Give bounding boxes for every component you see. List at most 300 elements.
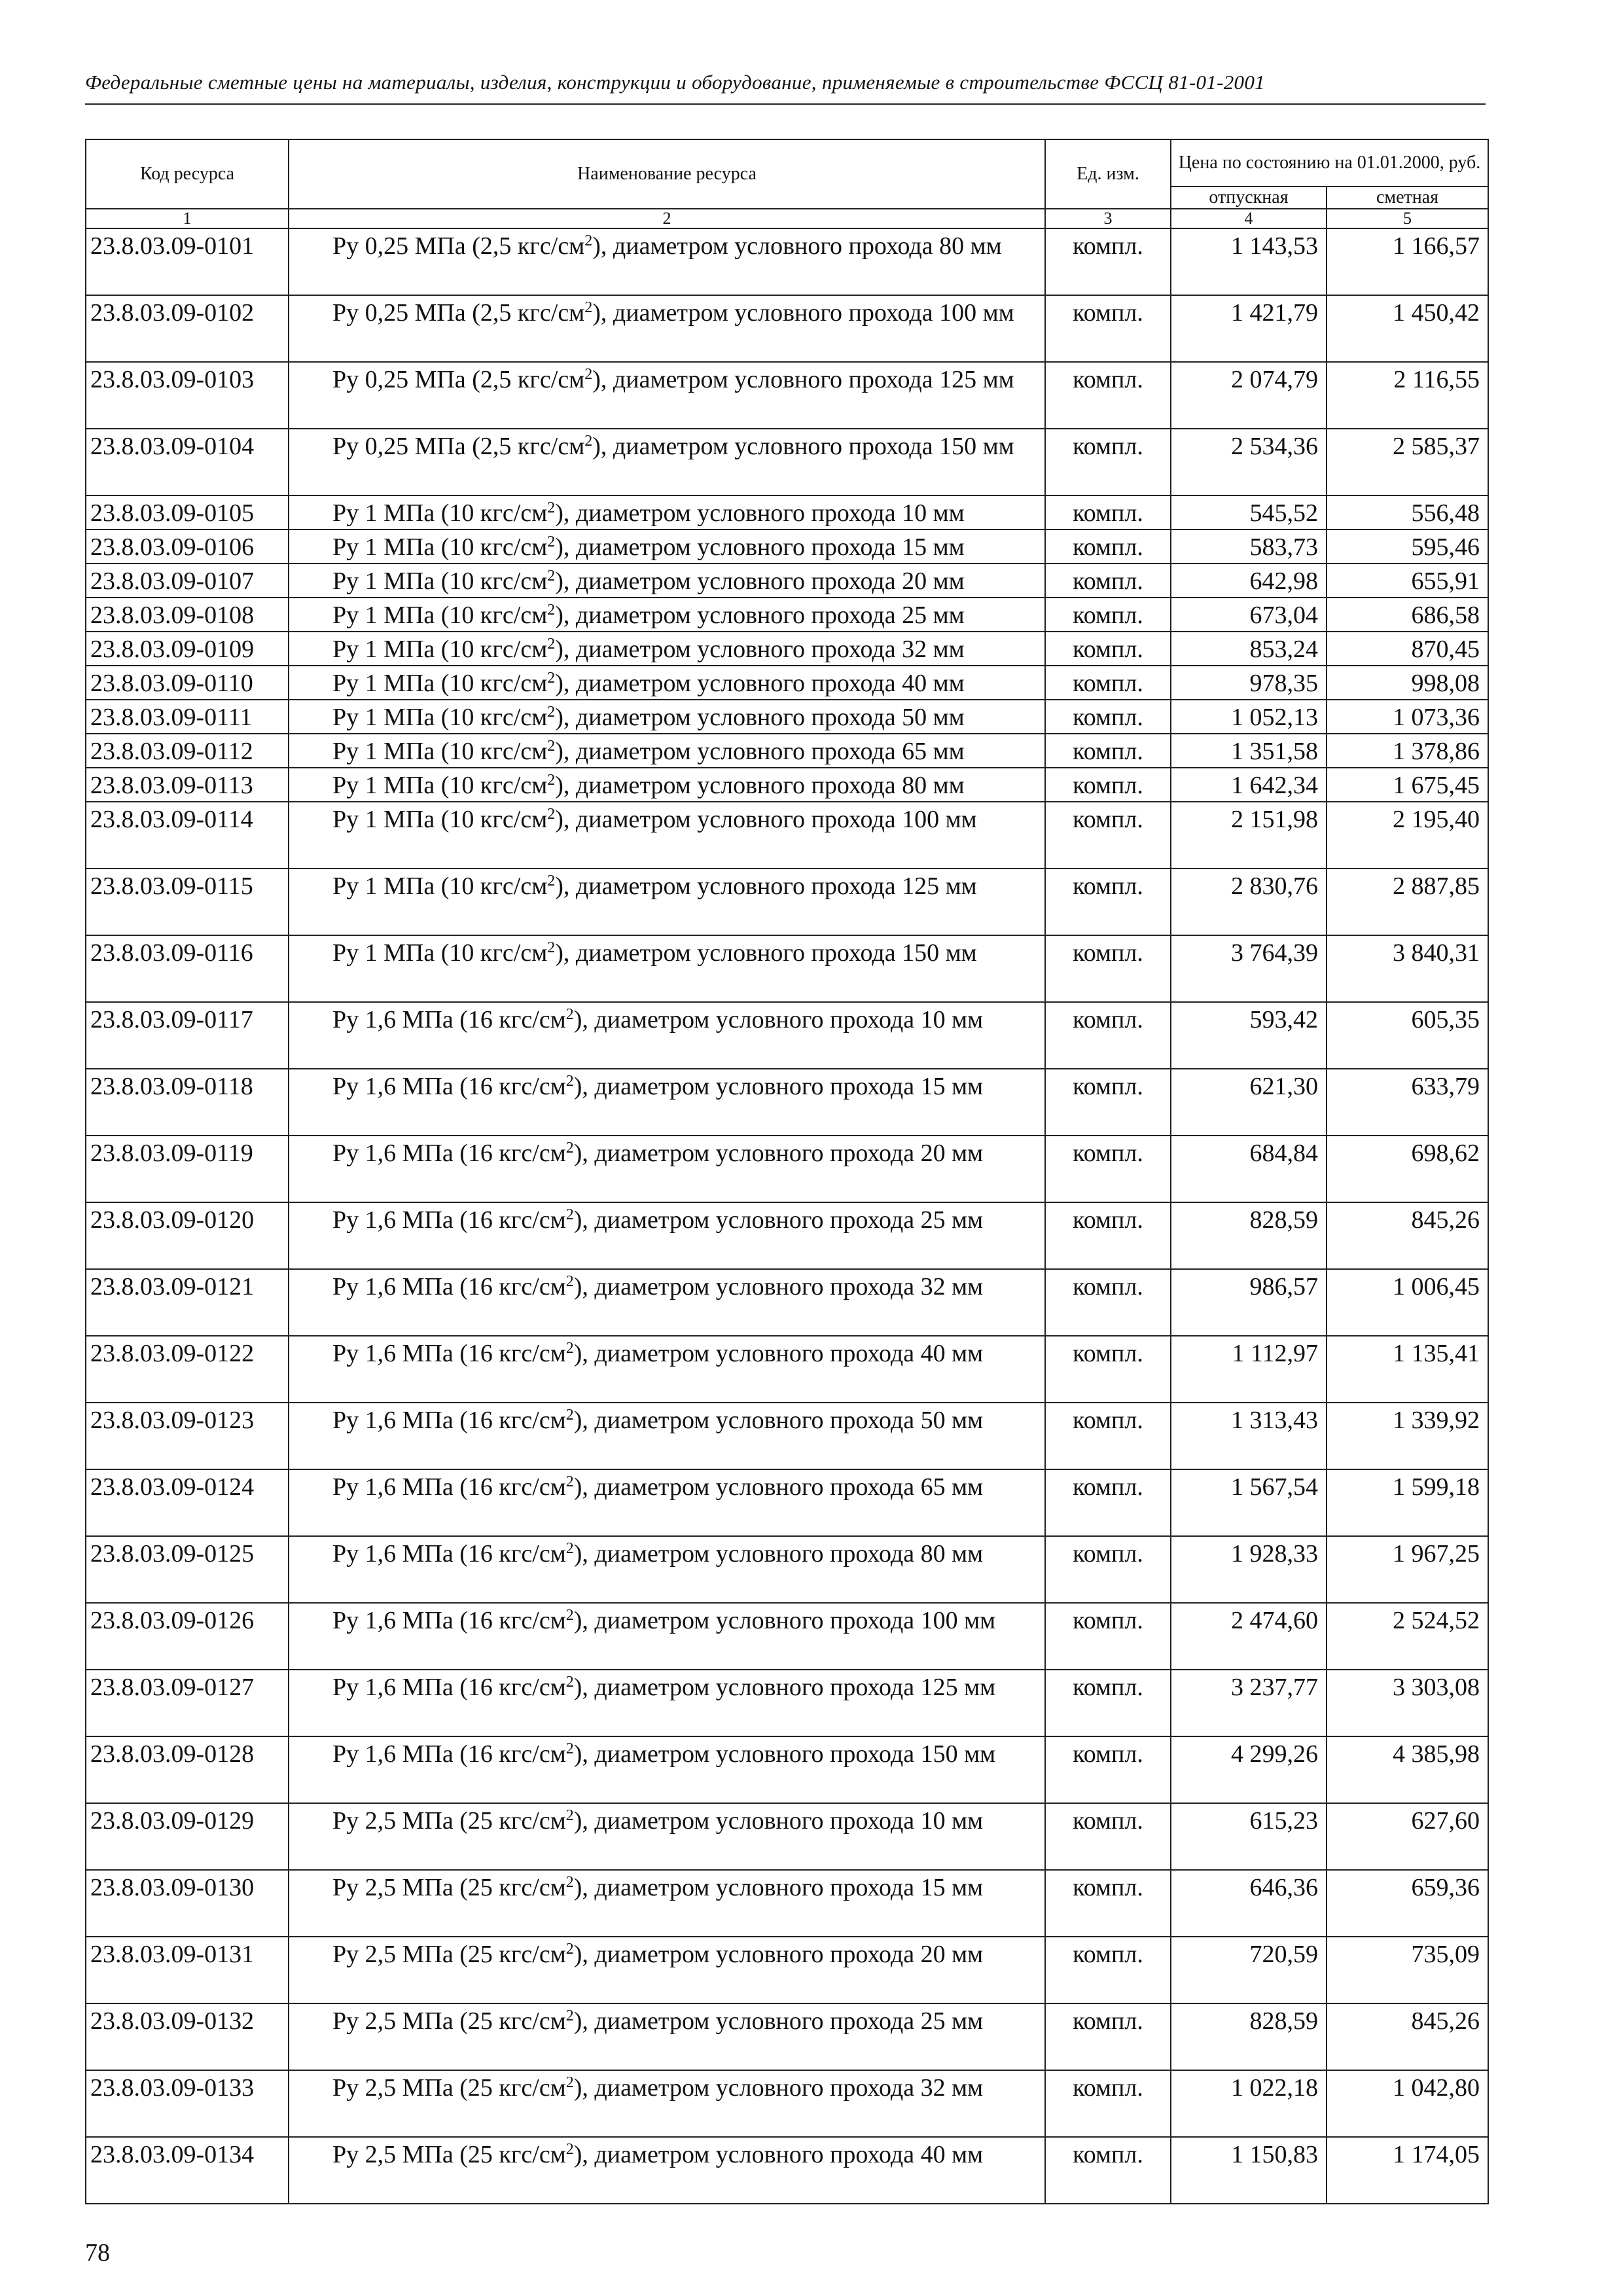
resource-name-pressure: Ру 1,6 МПа (16 кгс/см bbox=[332, 1006, 566, 1034]
resource-name-rest: ), диаметром условного прохода 10 мм bbox=[555, 499, 965, 528]
resource-name-pressure: Ру 1 МПа (10 кгс/см bbox=[332, 670, 548, 698]
release-price: 1 642,34 bbox=[1171, 768, 1327, 802]
resource-name-pressure: Ру 1,6 МПа (16 кгс/см bbox=[332, 1340, 566, 1368]
resource-name-rest: ), диаметром условного прохода 150 мм bbox=[573, 1740, 996, 1768]
resource-code: 23.8.03.09-0121 bbox=[86, 1269, 289, 1336]
table-row bbox=[86, 632, 1488, 666]
estimate-price: 1 006,45 bbox=[1327, 1269, 1488, 1336]
release-price: 986,57 bbox=[1171, 1269, 1327, 1336]
resource-name bbox=[289, 935, 1045, 1002]
resource-name-rest: ), диаметром условного прохода 65 мм bbox=[555, 738, 965, 766]
resource-name-pressure: Ру 1,6 МПа (16 кгс/см bbox=[332, 1607, 566, 1635]
unit-of-measure: компл. bbox=[1045, 1870, 1171, 1937]
resource-name-superscript: 2 bbox=[565, 1941, 574, 1958]
table-row bbox=[86, 529, 1488, 564]
estimate-price: 2 116,55 bbox=[1327, 362, 1488, 429]
release-price: 646,36 bbox=[1171, 1870, 1327, 1937]
resource-code: 23.8.03.09-0130 bbox=[86, 1870, 289, 1937]
unit-of-measure: компл. bbox=[1045, 2003, 1171, 2070]
resource-name-rest: ), диаметром условного прохода 20 мм bbox=[573, 1941, 984, 1969]
table-row bbox=[86, 869, 1488, 935]
resource-name-pressure: Ру 0,25 МПа (2,5 кгс/см bbox=[332, 433, 585, 461]
resource-name-pressure: Ру 1 МПа (10 кгс/см bbox=[332, 567, 548, 596]
unit-of-measure: компл. bbox=[1045, 1670, 1171, 1736]
release-price: 4 299,26 bbox=[1171, 1736, 1327, 1803]
running-header: Федеральные сметные цены на материалы, изделия, конструкции и оборудование, применяемые в строительстве ФССЦ 81-01-2001 bbox=[85, 71, 1265, 94]
resource-code: 23.8.03.09-0110 bbox=[86, 666, 289, 700]
resource-name bbox=[289, 1269, 1045, 1336]
table-row bbox=[86, 495, 1488, 529]
estimate-price: 735,09 bbox=[1327, 1937, 1488, 2003]
release-price: 1 150,83 bbox=[1171, 2137, 1327, 2204]
resource-name-superscript: 2 bbox=[547, 738, 556, 755]
resource-name-rest: ), диаметром условного прохода 15 мм bbox=[573, 1874, 984, 1902]
resource-code: 23.8.03.09-0101 bbox=[86, 228, 289, 295]
resource-name-rest: ), диаметром условного прохода 32 мм bbox=[573, 1273, 984, 1301]
resource-name bbox=[289, 1403, 1045, 1469]
resource-code: 23.8.03.09-0117 bbox=[86, 1002, 289, 1069]
estimate-price: 1 450,42 bbox=[1327, 295, 1488, 362]
unit-of-measure: компл. bbox=[1045, 1803, 1171, 1870]
estimate-price: 2 524,52 bbox=[1327, 1603, 1488, 1670]
resource-code: 23.8.03.09-0112 bbox=[86, 734, 289, 768]
estimate-price: 595,46 bbox=[1327, 529, 1488, 564]
unit-of-measure: компл. bbox=[1045, 1536, 1171, 1603]
table-row bbox=[86, 2003, 1488, 2070]
resource-name bbox=[289, 1202, 1045, 1269]
resource-name bbox=[289, 802, 1045, 869]
resource-name-rest: ), диаметром условного прохода 15 мм bbox=[555, 533, 965, 562]
resource-name-superscript: 2 bbox=[565, 2007, 574, 2024]
table-row bbox=[86, 1870, 1488, 1937]
resource-name-pressure: Ру 1,6 МПа (16 кгс/см bbox=[332, 1206, 566, 1234]
resource-name-rest: ), диаметром условного прохода 50 мм bbox=[555, 704, 965, 732]
resource-name-pressure: Ру 2,5 МПа (25 кгс/см bbox=[332, 1941, 566, 1969]
resource-name-rest: ), диаметром условного прохода 100 мм bbox=[573, 1607, 996, 1635]
resource-name-rest: ), диаметром условного прохода 25 мм bbox=[573, 2007, 984, 2036]
resource-name-pressure: Ру 1,6 МПа (16 кгс/см bbox=[332, 1407, 566, 1435]
table-row bbox=[86, 1937, 1488, 2003]
table-row bbox=[86, 2137, 1488, 2204]
unit-of-measure: компл. bbox=[1045, 2137, 1171, 2204]
table-row bbox=[86, 768, 1488, 802]
table-row bbox=[86, 1603, 1488, 1670]
release-price: 615,23 bbox=[1171, 1803, 1327, 1870]
resource-code: 23.8.03.09-0103 bbox=[86, 362, 289, 429]
release-price: 828,59 bbox=[1171, 2003, 1327, 2070]
resource-name bbox=[289, 1002, 1045, 1069]
resource-name bbox=[289, 429, 1045, 495]
estimate-price: 633,79 bbox=[1327, 1069, 1488, 1136]
resource-code: 23.8.03.09-0133 bbox=[86, 2070, 289, 2137]
resource-name bbox=[289, 2003, 1045, 2070]
table-row bbox=[86, 935, 1488, 1002]
resource-name-superscript: 2 bbox=[565, 1006, 574, 1023]
resource-name bbox=[289, 2070, 1045, 2137]
estimate-price: 1 135,41 bbox=[1327, 1336, 1488, 1403]
resource-code: 23.8.03.09-0104 bbox=[86, 429, 289, 495]
release-price: 1 052,13 bbox=[1171, 700, 1327, 734]
resource-code: 23.8.03.09-0120 bbox=[86, 1202, 289, 1269]
release-price: 684,84 bbox=[1171, 1136, 1327, 1202]
resource-name-pressure: Ру 1 МПа (10 кгс/см bbox=[332, 704, 548, 732]
unit-of-measure: компл. bbox=[1045, 1002, 1171, 1069]
resource-code: 23.8.03.09-0118 bbox=[86, 1069, 289, 1136]
resource-name-rest: ), диаметром условного прохода 10 мм bbox=[573, 1006, 984, 1034]
resource-name-rest: ), диаметром условного прохода 25 мм bbox=[555, 601, 965, 630]
unit-of-measure: компл. bbox=[1045, 564, 1171, 598]
resource-name-rest: ), диаметром условного прохода 150 мм bbox=[555, 939, 977, 967]
resource-name-superscript: 2 bbox=[565, 1340, 574, 1357]
resource-name bbox=[289, 1603, 1045, 1670]
resource-name-pressure: Ру 1 МПа (10 кгс/см bbox=[332, 772, 548, 800]
resource-name-superscript: 2 bbox=[547, 704, 556, 721]
resource-name bbox=[289, 362, 1045, 429]
resource-name bbox=[289, 869, 1045, 935]
estimate-price: 870,45 bbox=[1327, 632, 1488, 666]
table-row bbox=[86, 429, 1488, 495]
resource-name-rest: ), диаметром условного прохода 125 мм bbox=[555, 872, 977, 901]
release-price: 3 237,77 bbox=[1171, 1670, 1327, 1736]
unit-of-measure: компл. bbox=[1045, 1202, 1171, 1269]
unit-of-measure: компл. bbox=[1045, 1336, 1171, 1403]
resource-code: 23.8.03.09-0127 bbox=[86, 1670, 289, 1736]
resource-name-pressure: Ру 1 МПа (10 кгс/см bbox=[332, 601, 548, 630]
table-body bbox=[86, 228, 1488, 2204]
release-price: 673,04 bbox=[1171, 598, 1327, 632]
unit-of-measure: компл. bbox=[1045, 1736, 1171, 1803]
resource-name-rest: ), диаметром условного прохода 50 мм bbox=[573, 1407, 984, 1435]
table-row bbox=[86, 1269, 1488, 1336]
release-price: 642,98 bbox=[1171, 564, 1327, 598]
table-row bbox=[86, 1803, 1488, 1870]
release-price: 583,73 bbox=[1171, 529, 1327, 564]
release-price: 1 567,54 bbox=[1171, 1469, 1327, 1536]
release-price: 621,30 bbox=[1171, 1069, 1327, 1136]
col-header-name: Наименование ресурса bbox=[289, 139, 1045, 209]
estimate-price: 605,35 bbox=[1327, 1002, 1488, 1069]
estimate-price: 2 195,40 bbox=[1327, 802, 1488, 869]
resource-name-pressure: Ру 1,6 МПа (16 кгс/см bbox=[332, 1073, 566, 1101]
resource-name-pressure: Ру 2,5 МПа (25 кгс/см bbox=[332, 2074, 566, 2102]
resource-name-rest: ), диаметром условного прохода 150 мм bbox=[592, 433, 1014, 461]
resource-name-pressure: Ру 0,25 МПа (2,5 кгс/см bbox=[332, 366, 585, 394]
table-row bbox=[86, 1069, 1488, 1136]
estimate-price: 845,26 bbox=[1327, 1202, 1488, 1269]
resource-code: 23.8.03.09-0109 bbox=[86, 632, 289, 666]
header-rule bbox=[85, 103, 1486, 105]
estimate-price: 3 840,31 bbox=[1327, 935, 1488, 1002]
resource-code: 23.8.03.09-0105 bbox=[86, 495, 289, 529]
resource-name-superscript: 2 bbox=[547, 499, 556, 516]
resource-code: 23.8.03.09-0134 bbox=[86, 2137, 289, 2204]
resource-name bbox=[289, 2137, 1045, 2204]
unit-of-measure: компл. bbox=[1045, 734, 1171, 768]
resource-name bbox=[289, 1469, 1045, 1536]
resource-name-pressure: Ру 0,25 МПа (2,5 кгс/см bbox=[332, 299, 585, 327]
resource-name-superscript: 2 bbox=[584, 433, 593, 450]
estimate-price: 698,62 bbox=[1327, 1136, 1488, 1202]
unit-of-measure: компл. bbox=[1045, 1937, 1171, 2003]
resource-name-rest: ), диаметром условного прохода 15 мм bbox=[573, 1073, 984, 1101]
release-price: 2 151,98 bbox=[1171, 802, 1327, 869]
resource-name-rest: ), диаметром условного прохода 40 мм bbox=[555, 670, 965, 698]
resource-name-pressure: Ру 1,6 МПа (16 кгс/см bbox=[332, 1273, 566, 1301]
unit-of-measure: компл. bbox=[1045, 1136, 1171, 1202]
resource-name-superscript: 2 bbox=[584, 299, 593, 316]
resource-code: 23.8.03.09-0111 bbox=[86, 700, 289, 734]
resource-code: 23.8.03.09-0119 bbox=[86, 1136, 289, 1202]
estimate-price: 1 967,25 bbox=[1327, 1536, 1488, 1603]
estimate-price: 1 166,57 bbox=[1327, 228, 1488, 295]
resource-name-pressure: Ру 1,6 МПа (16 кгс/см bbox=[332, 1540, 566, 1568]
resource-name bbox=[289, 1536, 1045, 1603]
resource-name-rest: ), диаметром условного прохода 10 мм bbox=[573, 1807, 984, 1835]
unit-of-measure: компл. bbox=[1045, 935, 1171, 1002]
table-row bbox=[86, 1670, 1488, 1736]
col-header-release: отпускная bbox=[1171, 187, 1327, 209]
resource-name-superscript: 2 bbox=[565, 1740, 574, 1757]
resource-name bbox=[289, 1336, 1045, 1403]
table-head bbox=[86, 139, 1488, 228]
resource-name-rest: ), диаметром условного прохода 20 мм bbox=[573, 1139, 984, 1168]
table-row bbox=[86, 295, 1488, 362]
unit-of-measure: компл. bbox=[1045, 2070, 1171, 2137]
resource-name-superscript: 2 bbox=[584, 232, 593, 249]
resource-code: 23.8.03.09-0122 bbox=[86, 1336, 289, 1403]
resource-name-pressure: Ру 1,6 МПа (16 кгс/см bbox=[332, 1473, 566, 1501]
col-number-5: 5 bbox=[1327, 209, 1488, 228]
resource-code: 23.8.03.09-0107 bbox=[86, 564, 289, 598]
resource-name-superscript: 2 bbox=[565, 1874, 574, 1891]
unit-of-measure: компл. bbox=[1045, 495, 1171, 529]
resource-name bbox=[289, 734, 1045, 768]
col-header-unit: Ед. изм. bbox=[1045, 139, 1171, 209]
page-number: 78 bbox=[85, 2239, 110, 2267]
release-price: 1 351,58 bbox=[1171, 734, 1327, 768]
unit-of-measure: компл. bbox=[1045, 1469, 1171, 1536]
col-header-estimate: сметная bbox=[1327, 187, 1488, 209]
resource-name-superscript: 2 bbox=[547, 670, 556, 687]
estimate-price: 556,48 bbox=[1327, 495, 1488, 529]
resource-code: 23.8.03.09-0114 bbox=[86, 802, 289, 869]
release-price: 2 534,36 bbox=[1171, 429, 1327, 495]
unit-of-measure: компл. bbox=[1045, 1069, 1171, 1136]
release-price: 545,52 bbox=[1171, 495, 1327, 529]
col-number-3: 3 bbox=[1045, 209, 1171, 228]
resource-name-pressure: Ру 1 МПа (10 кгс/см bbox=[332, 939, 548, 967]
resource-name bbox=[289, 529, 1045, 564]
resource-name-rest: ), диаметром условного прохода 32 мм bbox=[573, 2074, 984, 2102]
resource-name bbox=[289, 1136, 1045, 1202]
release-price: 1 112,97 bbox=[1171, 1336, 1327, 1403]
unit-of-measure: компл. bbox=[1045, 598, 1171, 632]
table-row bbox=[86, 1002, 1488, 1069]
resource-name-superscript: 2 bbox=[565, 1807, 574, 1824]
resource-name bbox=[289, 295, 1045, 362]
resource-name bbox=[289, 1870, 1045, 1937]
resource-code: 23.8.03.09-0108 bbox=[86, 598, 289, 632]
table-row bbox=[86, 1202, 1488, 1269]
resource-name-rest: ), диаметром условного прохода 80 мм bbox=[555, 772, 965, 800]
resource-code: 23.8.03.09-0116 bbox=[86, 935, 289, 1002]
table-row bbox=[86, 362, 1488, 429]
release-price: 853,24 bbox=[1171, 632, 1327, 666]
resource-name bbox=[289, 564, 1045, 598]
unit-of-measure: компл. bbox=[1045, 869, 1171, 935]
unit-of-measure: компл. bbox=[1045, 768, 1171, 802]
resource-name-superscript: 2 bbox=[565, 2141, 574, 2158]
resource-name-superscript: 2 bbox=[565, 2074, 574, 2091]
estimate-price: 845,26 bbox=[1327, 2003, 1488, 2070]
col-number-2: 2 bbox=[289, 209, 1045, 228]
release-price: 2 474,60 bbox=[1171, 1603, 1327, 1670]
resource-name-superscript: 2 bbox=[565, 1407, 574, 1424]
resource-name bbox=[289, 700, 1045, 734]
resource-name-pressure: Ру 2,5 МПа (25 кгс/см bbox=[332, 1807, 566, 1835]
resource-code: 23.8.03.09-0106 bbox=[86, 529, 289, 564]
resource-name-superscript: 2 bbox=[547, 806, 556, 823]
estimate-price: 2 585,37 bbox=[1327, 429, 1488, 495]
unit-of-measure: компл. bbox=[1045, 1603, 1171, 1670]
resource-name-rest: ), диаметром условного прохода 40 мм bbox=[573, 1340, 984, 1368]
resource-code: 23.8.03.09-0128 bbox=[86, 1736, 289, 1803]
unit-of-measure: компл. bbox=[1045, 1403, 1171, 1469]
estimate-price: 1 174,05 bbox=[1327, 2137, 1488, 2204]
unit-of-measure: компл. bbox=[1045, 700, 1171, 734]
estimate-price: 3 303,08 bbox=[1327, 1670, 1488, 1736]
resource-name-pressure: Ру 2,5 МПа (25 кгс/см bbox=[332, 2007, 566, 2036]
estimate-price: 1 378,86 bbox=[1327, 734, 1488, 768]
resource-name bbox=[289, 1069, 1045, 1136]
estimate-price: 1 042,80 bbox=[1327, 2070, 1488, 2137]
release-price: 2 830,76 bbox=[1171, 869, 1327, 935]
estimate-price: 1 339,92 bbox=[1327, 1403, 1488, 1469]
resource-name-pressure: Ру 1 МПа (10 кгс/см bbox=[332, 806, 548, 834]
table-row bbox=[86, 2070, 1488, 2137]
resource-name-superscript: 2 bbox=[547, 939, 556, 956]
table-row bbox=[86, 1469, 1488, 1536]
unit-of-measure: компл. bbox=[1045, 802, 1171, 869]
estimate-price: 2 887,85 bbox=[1327, 869, 1488, 935]
table-row bbox=[86, 1736, 1488, 1803]
resource-name-pressure: Ру 1,6 МПа (16 кгс/см bbox=[332, 1139, 566, 1168]
resource-name-pressure: Ру 2,5 МПа (25 кгс/см bbox=[332, 1874, 566, 1902]
resource-name-rest: ), диаметром условного прохода 20 мм bbox=[555, 567, 965, 596]
resource-name-rest: ), диаметром условного прохода 125 мм bbox=[592, 366, 1014, 394]
table-row bbox=[86, 564, 1488, 598]
col-header-price-group: Цена по состоянию на 01.01.2000, руб. bbox=[1171, 139, 1488, 187]
table-row bbox=[86, 1136, 1488, 1202]
resource-code: 23.8.03.09-0125 bbox=[86, 1536, 289, 1603]
table-row bbox=[86, 802, 1488, 869]
estimate-price: 659,36 bbox=[1327, 1870, 1488, 1937]
table-row bbox=[86, 228, 1488, 295]
resource-code: 23.8.03.09-0132 bbox=[86, 2003, 289, 2070]
resource-name-rest: ), диаметром условного прохода 65 мм bbox=[573, 1473, 984, 1501]
resource-name bbox=[289, 1937, 1045, 2003]
resource-name-rest: ), диаметром условного прохода 32 мм bbox=[555, 636, 965, 664]
estimate-price: 998,08 bbox=[1327, 666, 1488, 700]
release-price: 2 074,79 bbox=[1171, 362, 1327, 429]
resource-name-pressure: Ру 1 МПа (10 кгс/см bbox=[332, 872, 548, 901]
resource-name-superscript: 2 bbox=[547, 567, 556, 584]
unit-of-measure: компл. bbox=[1045, 228, 1171, 295]
resource-name bbox=[289, 1803, 1045, 1870]
table-row bbox=[86, 734, 1488, 768]
release-price: 720,59 bbox=[1171, 1937, 1327, 2003]
release-price: 3 764,39 bbox=[1171, 935, 1327, 1002]
resource-name-rest: ), диаметром условного прохода 125 мм bbox=[573, 1674, 996, 1702]
release-price: 828,59 bbox=[1171, 1202, 1327, 1269]
resource-name bbox=[289, 768, 1045, 802]
release-price: 1 421,79 bbox=[1171, 295, 1327, 362]
resource-name-rest: ), диаметром условного прохода 25 мм bbox=[573, 1206, 984, 1234]
estimate-price: 1 599,18 bbox=[1327, 1469, 1488, 1536]
release-price: 593,42 bbox=[1171, 1002, 1327, 1069]
resource-name bbox=[289, 666, 1045, 700]
resource-code: 23.8.03.09-0124 bbox=[86, 1469, 289, 1536]
resource-name bbox=[289, 228, 1045, 295]
resource-name bbox=[289, 1736, 1045, 1803]
resource-name-superscript: 2 bbox=[565, 1607, 574, 1624]
unit-of-measure: компл. bbox=[1045, 295, 1171, 362]
estimate-price: 4 385,98 bbox=[1327, 1736, 1488, 1803]
resource-name-pressure: Ру 1 МПа (10 кгс/см bbox=[332, 636, 548, 664]
unit-of-measure: компл. bbox=[1045, 666, 1171, 700]
unit-of-measure: компл. bbox=[1045, 632, 1171, 666]
table-row bbox=[86, 1536, 1488, 1603]
resource-name-rest: ), диаметром условного прохода 80 мм bbox=[573, 1540, 984, 1568]
release-price: 1 928,33 bbox=[1171, 1536, 1327, 1603]
resource-name-superscript: 2 bbox=[547, 636, 556, 653]
resource-name-superscript: 2 bbox=[547, 601, 556, 619]
resource-name-superscript: 2 bbox=[565, 1139, 574, 1157]
release-price: 1 022,18 bbox=[1171, 2070, 1327, 2137]
release-price: 1 313,43 bbox=[1171, 1403, 1327, 1469]
resource-name-superscript: 2 bbox=[547, 533, 556, 550]
table-row bbox=[86, 700, 1488, 734]
resource-name-superscript: 2 bbox=[565, 1273, 574, 1290]
col-number-4: 4 bbox=[1171, 209, 1327, 228]
unit-of-measure: компл. bbox=[1045, 529, 1171, 564]
estimate-price: 1 675,45 bbox=[1327, 768, 1488, 802]
resource-name-superscript: 2 bbox=[565, 1674, 574, 1691]
estimate-price: 627,60 bbox=[1327, 1803, 1488, 1870]
resource-code: 23.8.03.09-0102 bbox=[86, 295, 289, 362]
resource-name-rest: ), диаметром условного прохода 80 мм bbox=[592, 232, 1002, 260]
resource-name-superscript: 2 bbox=[547, 872, 556, 889]
table-row bbox=[86, 1336, 1488, 1403]
resource-name-pressure: Ру 1 МПа (10 кгс/см bbox=[332, 499, 548, 528]
unit-of-measure: компл. bbox=[1045, 362, 1171, 429]
table-row bbox=[86, 666, 1488, 700]
resource-name bbox=[289, 495, 1045, 529]
resource-name-superscript: 2 bbox=[565, 1473, 574, 1490]
table-row bbox=[86, 1403, 1488, 1469]
resource-code: 23.8.03.09-0129 bbox=[86, 1803, 289, 1870]
resource-name-rest: ), диаметром условного прохода 100 мм bbox=[555, 806, 977, 834]
resource-name-pressure: Ру 0,25 МПа (2,5 кгс/см bbox=[332, 232, 585, 260]
col-header-code: Код ресурса bbox=[86, 139, 289, 209]
resource-name-pressure: Ру 1,6 МПа (16 кгс/см bbox=[332, 1674, 566, 1702]
resource-code: 23.8.03.09-0115 bbox=[86, 869, 289, 935]
table-row bbox=[86, 598, 1488, 632]
unit-of-measure: компл. bbox=[1045, 1269, 1171, 1336]
resource-name bbox=[289, 598, 1045, 632]
estimate-price: 1 073,36 bbox=[1327, 700, 1488, 734]
resource-name-superscript: 2 bbox=[565, 1206, 574, 1223]
